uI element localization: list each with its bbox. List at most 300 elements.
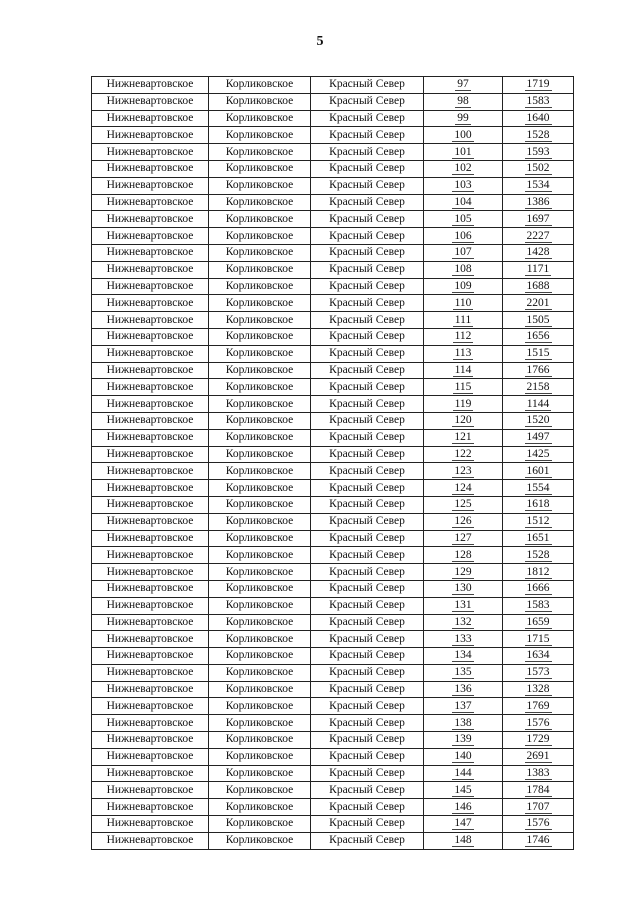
cell-value-text: 1729	[526, 733, 550, 746]
cell-quarter-number-text: 101	[454, 145, 472, 158]
cell-quarter-number-text: 138	[454, 716, 472, 729]
cell-tract: Красный Север	[311, 765, 424, 782]
cell-quarter-number	[424, 177, 503, 194]
cell-value	[503, 77, 574, 94]
table-row	[92, 631, 574, 648]
cell-district-forestry: Корликовское	[209, 396, 311, 413]
cell-value-text: 1634	[526, 649, 550, 662]
cell-forestry: Нижневартовское	[92, 614, 209, 631]
cell-quarter-number-text: 126	[454, 515, 472, 528]
table-row	[92, 328, 574, 345]
cell-value	[503, 597, 574, 614]
cell-forestry: Нижневартовское	[92, 160, 209, 177]
cell-value	[503, 93, 574, 110]
cell-value-text: 1505	[526, 313, 550, 326]
cell-district-forestry: Корликовское	[209, 127, 311, 144]
cell-quarter-number-text: 97	[457, 78, 469, 91]
forestry-table	[91, 76, 574, 850]
cell-forestry: Нижневартовское	[92, 664, 209, 681]
cell-district-forestry: Корликовское	[209, 77, 311, 94]
cell-forestry: Нижневартовское	[92, 244, 209, 261]
cell-value-text: 1601	[526, 464, 550, 477]
cell-quarter-number	[424, 228, 503, 245]
cell-quarter-number-text: 130	[454, 582, 472, 595]
cell-value	[503, 362, 574, 379]
cell-quarter-number	[424, 144, 503, 161]
cell-district-forestry: Корликовское	[209, 412, 311, 429]
cell-tract: Красный Север	[311, 597, 424, 614]
cell-quarter-number	[424, 295, 503, 312]
cell-quarter-number-text: 119	[454, 397, 472, 410]
cell-district-forestry: Корликовское	[209, 110, 311, 127]
cell-value-text: 1576	[526, 817, 550, 830]
table-row	[92, 194, 574, 211]
cell-tract: Красный Север	[311, 429, 424, 446]
cell-district-forestry: Корликовское	[209, 748, 311, 765]
cell-district-forestry: Корликовское	[209, 261, 311, 278]
cell-district-forestry: Корликовское	[209, 597, 311, 614]
table-row	[92, 547, 574, 564]
cell-value	[503, 412, 574, 429]
cell-district-forestry: Корликовское	[209, 328, 311, 345]
table-row	[92, 412, 574, 429]
cell-tract: Красный Север	[311, 295, 424, 312]
cell-tract: Красный Север	[311, 463, 424, 480]
cell-value-text: 1528	[526, 128, 550, 141]
cell-quarter-number-text: 124	[454, 481, 472, 494]
cell-district-forestry: Корликовское	[209, 664, 311, 681]
table-row	[92, 396, 574, 413]
table-row	[92, 681, 574, 698]
cell-value-text: 1428	[526, 246, 550, 259]
cell-district-forestry: Корликовское	[209, 513, 311, 530]
cell-quarter-number	[424, 631, 503, 648]
cell-quarter-number	[424, 614, 503, 631]
cell-forestry: Нижневартовское	[92, 261, 209, 278]
cell-forestry: Нижневартовское	[92, 110, 209, 127]
cell-quarter-number	[424, 799, 503, 816]
cell-value-text: 1573	[526, 666, 550, 679]
cell-quarter-number	[424, 681, 503, 698]
cell-tract: Красный Север	[311, 715, 424, 732]
cell-forestry: Нижневартовское	[92, 732, 209, 749]
cell-tract: Красный Север	[311, 312, 424, 329]
cell-quarter-number	[424, 496, 503, 513]
cell-quarter-number	[424, 362, 503, 379]
cell-forestry: Нижневартовское	[92, 177, 209, 194]
table-row	[92, 295, 574, 312]
table-row	[92, 144, 574, 161]
cell-tract: Красный Север	[311, 278, 424, 295]
cell-value-text: 1534	[526, 179, 550, 192]
cell-quarter-number	[424, 429, 503, 446]
cell-forestry: Нижневартовское	[92, 580, 209, 597]
cell-forestry: Нижневартовское	[92, 631, 209, 648]
cell-value-text: 1593	[526, 145, 550, 158]
table-row	[92, 127, 574, 144]
table-row	[92, 832, 574, 849]
cell-tract: Красный Север	[311, 547, 424, 564]
cell-value	[503, 480, 574, 497]
cell-forestry: Нижневартовское	[92, 547, 209, 564]
cell-forestry: Нижневартовское	[92, 345, 209, 362]
cell-forestry: Нижневартовское	[92, 597, 209, 614]
cell-quarter-number	[424, 513, 503, 530]
cell-value	[503, 177, 574, 194]
cell-district-forestry: Корликовское	[209, 228, 311, 245]
table-row	[92, 765, 574, 782]
cell-quarter-number-text: 102	[454, 162, 472, 175]
table-row	[92, 345, 574, 362]
cell-value-text: 1688	[526, 279, 550, 292]
cell-district-forestry: Корликовское	[209, 144, 311, 161]
table-row	[92, 530, 574, 547]
cell-forestry: Нижневартовское	[92, 396, 209, 413]
cell-value-text: 1502	[526, 162, 550, 175]
cell-quarter-number-text: 136	[454, 683, 472, 696]
cell-value-text: 1171	[526, 263, 550, 276]
cell-quarter-number-text: 132	[454, 615, 472, 628]
cell-quarter-number-text: 123	[454, 464, 472, 477]
cell-value	[503, 715, 574, 732]
cell-forestry: Нижневартовское	[92, 513, 209, 530]
cell-quarter-number-text: 128	[454, 548, 472, 561]
cell-quarter-number-text: 100	[454, 128, 472, 141]
cell-district-forestry: Корликовское	[209, 681, 311, 698]
cell-tract: Красный Север	[311, 530, 424, 547]
cell-tract: Красный Север	[311, 110, 424, 127]
cell-district-forestry: Корликовское	[209, 530, 311, 547]
cell-district-forestry: Корликовское	[209, 765, 311, 782]
cell-quarter-number	[424, 194, 503, 211]
cell-quarter-number	[424, 748, 503, 765]
cell-value	[503, 261, 574, 278]
cell-tract: Красный Север	[311, 379, 424, 396]
table-row	[92, 244, 574, 261]
cell-district-forestry: Корликовское	[209, 564, 311, 581]
cell-value-text: 1640	[526, 111, 550, 124]
cell-value	[503, 513, 574, 530]
cell-district-forestry: Корликовское	[209, 446, 311, 463]
cell-value	[503, 732, 574, 749]
cell-forestry: Нижневартовское	[92, 681, 209, 698]
cell-value	[503, 228, 574, 245]
cell-tract: Красный Север	[311, 698, 424, 715]
cell-quarter-number-text: 109	[454, 279, 472, 292]
cell-quarter-number	[424, 732, 503, 749]
cell-forestry: Нижневартовское	[92, 379, 209, 396]
cell-quarter-number	[424, 664, 503, 681]
cell-tract: Красный Север	[311, 412, 424, 429]
cell-value	[503, 614, 574, 631]
table-row	[92, 513, 574, 530]
cell-district-forestry: Корликовское	[209, 832, 311, 849]
cell-quarter-number	[424, 715, 503, 732]
table-row	[92, 77, 574, 94]
cell-value	[503, 429, 574, 446]
cell-quarter-number-text: 144	[454, 767, 472, 780]
cell-value-text: 1715	[526, 632, 550, 645]
cell-value-text: 1707	[526, 800, 550, 813]
cell-value-text: 1383	[526, 767, 550, 780]
table-row	[92, 278, 574, 295]
cell-quarter-number	[424, 446, 503, 463]
table-row	[92, 177, 574, 194]
table-row	[92, 312, 574, 329]
cell-district-forestry: Корликовское	[209, 194, 311, 211]
cell-forestry: Нижневартовское	[92, 648, 209, 665]
cell-quarter-number-text: 114	[454, 363, 472, 376]
cell-district-forestry: Корликовское	[209, 362, 311, 379]
cell-forestry: Нижневартовское	[92, 748, 209, 765]
cell-quarter-number	[424, 564, 503, 581]
cell-value-text: 1784	[526, 783, 550, 796]
cell-quarter-number-text: 134	[454, 649, 472, 662]
cell-value	[503, 698, 574, 715]
cell-district-forestry: Корликовское	[209, 547, 311, 564]
cell-forestry: Нижневартовское	[92, 698, 209, 715]
cell-value-text: 1520	[526, 414, 550, 427]
cell-district-forestry: Корликовское	[209, 244, 311, 261]
table-row	[92, 261, 574, 278]
cell-tract: Красный Север	[311, 93, 424, 110]
cell-quarter-number	[424, 110, 503, 127]
cell-forestry: Нижневартовское	[92, 144, 209, 161]
cell-tract: Красный Север	[311, 648, 424, 665]
cell-forestry: Нижневартовское	[92, 564, 209, 581]
cell-quarter-number	[424, 782, 503, 799]
cell-value-text: 1528	[526, 548, 550, 561]
cell-quarter-number-text: 135	[454, 666, 472, 679]
cell-district-forestry: Корликовское	[209, 345, 311, 362]
cell-district-forestry: Корликовское	[209, 496, 311, 513]
cell-forestry: Нижневартовское	[92, 480, 209, 497]
cell-forestry: Нижневартовское	[92, 782, 209, 799]
cell-value-text: 1666	[526, 582, 550, 595]
cell-value	[503, 530, 574, 547]
cell-tract: Красный Север	[311, 799, 424, 816]
cell-value-text: 1651	[526, 531, 550, 544]
cell-district-forestry: Корликовское	[209, 429, 311, 446]
cell-quarter-number	[424, 396, 503, 413]
cell-value-text: 2201	[526, 296, 550, 309]
cell-district-forestry: Корликовское	[209, 698, 311, 715]
cell-value-text: 1554	[526, 481, 550, 494]
cell-quarter-number	[424, 345, 503, 362]
cell-value	[503, 110, 574, 127]
cell-value	[503, 832, 574, 849]
cell-value	[503, 648, 574, 665]
cell-quarter-number	[424, 480, 503, 497]
cell-tract: Красный Север	[311, 782, 424, 799]
cell-value	[503, 547, 574, 564]
cell-tract: Красный Север	[311, 261, 424, 278]
cell-value-text: 1386	[526, 195, 550, 208]
table-row	[92, 496, 574, 513]
table-row	[92, 732, 574, 749]
cell-quarter-number-text: 148	[454, 834, 472, 847]
cell-quarter-number-text: 108	[454, 263, 472, 276]
table-row	[92, 228, 574, 245]
table-row	[92, 614, 574, 631]
cell-quarter-number-text: 133	[454, 632, 472, 645]
cell-quarter-number	[424, 547, 503, 564]
cell-quarter-number-text: 110	[454, 296, 472, 309]
cell-quarter-number	[424, 127, 503, 144]
table-row	[92, 816, 574, 833]
cell-tract: Красный Север	[311, 345, 424, 362]
table-body	[92, 77, 574, 850]
cell-quarter-number	[424, 379, 503, 396]
cell-value-text: 1618	[526, 498, 550, 511]
cell-forestry: Нижневартовское	[92, 127, 209, 144]
cell-forestry: Нижневартовское	[92, 362, 209, 379]
cell-value-text: 1144	[526, 397, 550, 410]
cell-tract: Красный Север	[311, 211, 424, 228]
cell-value	[503, 295, 574, 312]
cell-district-forestry: Корликовское	[209, 177, 311, 194]
cell-value-text: 1512	[526, 515, 550, 528]
cell-tract: Красный Север	[311, 328, 424, 345]
cell-quarter-number	[424, 412, 503, 429]
table-row	[92, 664, 574, 681]
table-row	[92, 480, 574, 497]
cell-quarter-number	[424, 832, 503, 849]
cell-value-text: 1583	[526, 95, 550, 108]
cell-quarter-number-text: 145	[454, 783, 472, 796]
cell-quarter-number-text: 104	[454, 195, 472, 208]
cell-tract: Красный Север	[311, 513, 424, 530]
cell-forestry: Нижневартовское	[92, 496, 209, 513]
cell-quarter-number	[424, 648, 503, 665]
cell-value	[503, 463, 574, 480]
cell-value	[503, 328, 574, 345]
cell-value-text: 1583	[526, 599, 550, 612]
cell-value-text: 2691	[526, 750, 550, 763]
cell-quarter-number	[424, 816, 503, 833]
cell-value	[503, 160, 574, 177]
cell-value	[503, 312, 574, 329]
cell-quarter-number	[424, 597, 503, 614]
cell-forestry: Нижневартовское	[92, 530, 209, 547]
table-row	[92, 93, 574, 110]
cell-value-text: 1746	[526, 834, 550, 847]
cell-value	[503, 564, 574, 581]
cell-tract: Красный Север	[311, 748, 424, 765]
cell-quarter-number-text: 99	[457, 111, 469, 124]
table-row	[92, 799, 574, 816]
cell-quarter-number	[424, 765, 503, 782]
cell-quarter-number	[424, 580, 503, 597]
cell-district-forestry: Корликовское	[209, 463, 311, 480]
table-row	[92, 782, 574, 799]
cell-quarter-number-text: 139	[454, 733, 472, 746]
cell-value	[503, 681, 574, 698]
cell-value	[503, 799, 574, 816]
cell-tract: Красный Север	[311, 144, 424, 161]
cell-tract: Красный Север	[311, 177, 424, 194]
cell-forestry: Нижневартовское	[92, 429, 209, 446]
cell-tract: Красный Север	[311, 564, 424, 581]
cell-tract: Красный Север	[311, 194, 424, 211]
cell-forestry: Нижневартовское	[92, 77, 209, 94]
cell-forestry: Нижневартовское	[92, 328, 209, 345]
cell-forestry: Нижневартовское	[92, 211, 209, 228]
cell-quarter-number-text: 131	[454, 599, 472, 612]
table-row	[92, 160, 574, 177]
cell-district-forestry: Корликовское	[209, 715, 311, 732]
cell-value	[503, 580, 574, 597]
cell-forestry: Нижневартовское	[92, 93, 209, 110]
cell-forestry: Нижневартовское	[92, 412, 209, 429]
cell-quarter-number	[424, 278, 503, 295]
table-row	[92, 597, 574, 614]
cell-value-text: 1328	[526, 683, 550, 696]
cell-district-forestry: Корликовское	[209, 631, 311, 648]
cell-value-text: 1425	[526, 447, 550, 460]
cell-value	[503, 379, 574, 396]
cell-tract: Красный Север	[311, 160, 424, 177]
table-row	[92, 429, 574, 446]
cell-quarter-number-text: 107	[454, 246, 472, 259]
cell-district-forestry: Корликовское	[209, 816, 311, 833]
cell-forestry: Нижневартовское	[92, 278, 209, 295]
cell-value-text: 1576	[526, 716, 550, 729]
cell-tract: Красный Север	[311, 614, 424, 631]
table-row	[92, 580, 574, 597]
cell-tract: Красный Север	[311, 732, 424, 749]
cell-value	[503, 278, 574, 295]
cell-quarter-number-text: 105	[454, 212, 472, 225]
cell-quarter-number-text: 129	[454, 565, 472, 578]
cell-district-forestry: Корликовское	[209, 732, 311, 749]
cell-value-text: 1697	[526, 212, 550, 225]
table-row	[92, 379, 574, 396]
cell-forestry: Нижневартовское	[92, 194, 209, 211]
cell-value-text: 1719	[526, 78, 550, 91]
cell-tract: Красный Север	[311, 228, 424, 245]
cell-district-forestry: Корликовское	[209, 580, 311, 597]
cell-tract: Красный Север	[311, 816, 424, 833]
cell-value	[503, 631, 574, 648]
cell-value	[503, 782, 574, 799]
cell-forestry: Нижневартовское	[92, 715, 209, 732]
cell-value	[503, 496, 574, 513]
cell-tract: Красный Север	[311, 396, 424, 413]
cell-forestry: Нижневартовское	[92, 446, 209, 463]
cell-quarter-number	[424, 312, 503, 329]
cell-district-forestry: Корликовское	[209, 160, 311, 177]
cell-forestry: Нижневартовское	[92, 295, 209, 312]
cell-value	[503, 144, 574, 161]
cell-quarter-number-text: 122	[454, 447, 472, 460]
cell-value-text: 2158	[526, 380, 550, 393]
table-row	[92, 698, 574, 715]
cell-quarter-number-text: 106	[454, 229, 472, 242]
cell-district-forestry: Корликовское	[209, 782, 311, 799]
cell-forestry: Нижневартовское	[92, 799, 209, 816]
cell-value	[503, 211, 574, 228]
cell-value	[503, 396, 574, 413]
cell-value	[503, 244, 574, 261]
cell-tract: Красный Север	[311, 480, 424, 497]
table-row	[92, 446, 574, 463]
cell-quarter-number-text: 121	[454, 431, 472, 444]
table-row	[92, 463, 574, 480]
cell-value-text: 1497	[526, 431, 550, 444]
cell-tract: Красный Север	[311, 631, 424, 648]
cell-quarter-number-text: 115	[454, 380, 472, 393]
